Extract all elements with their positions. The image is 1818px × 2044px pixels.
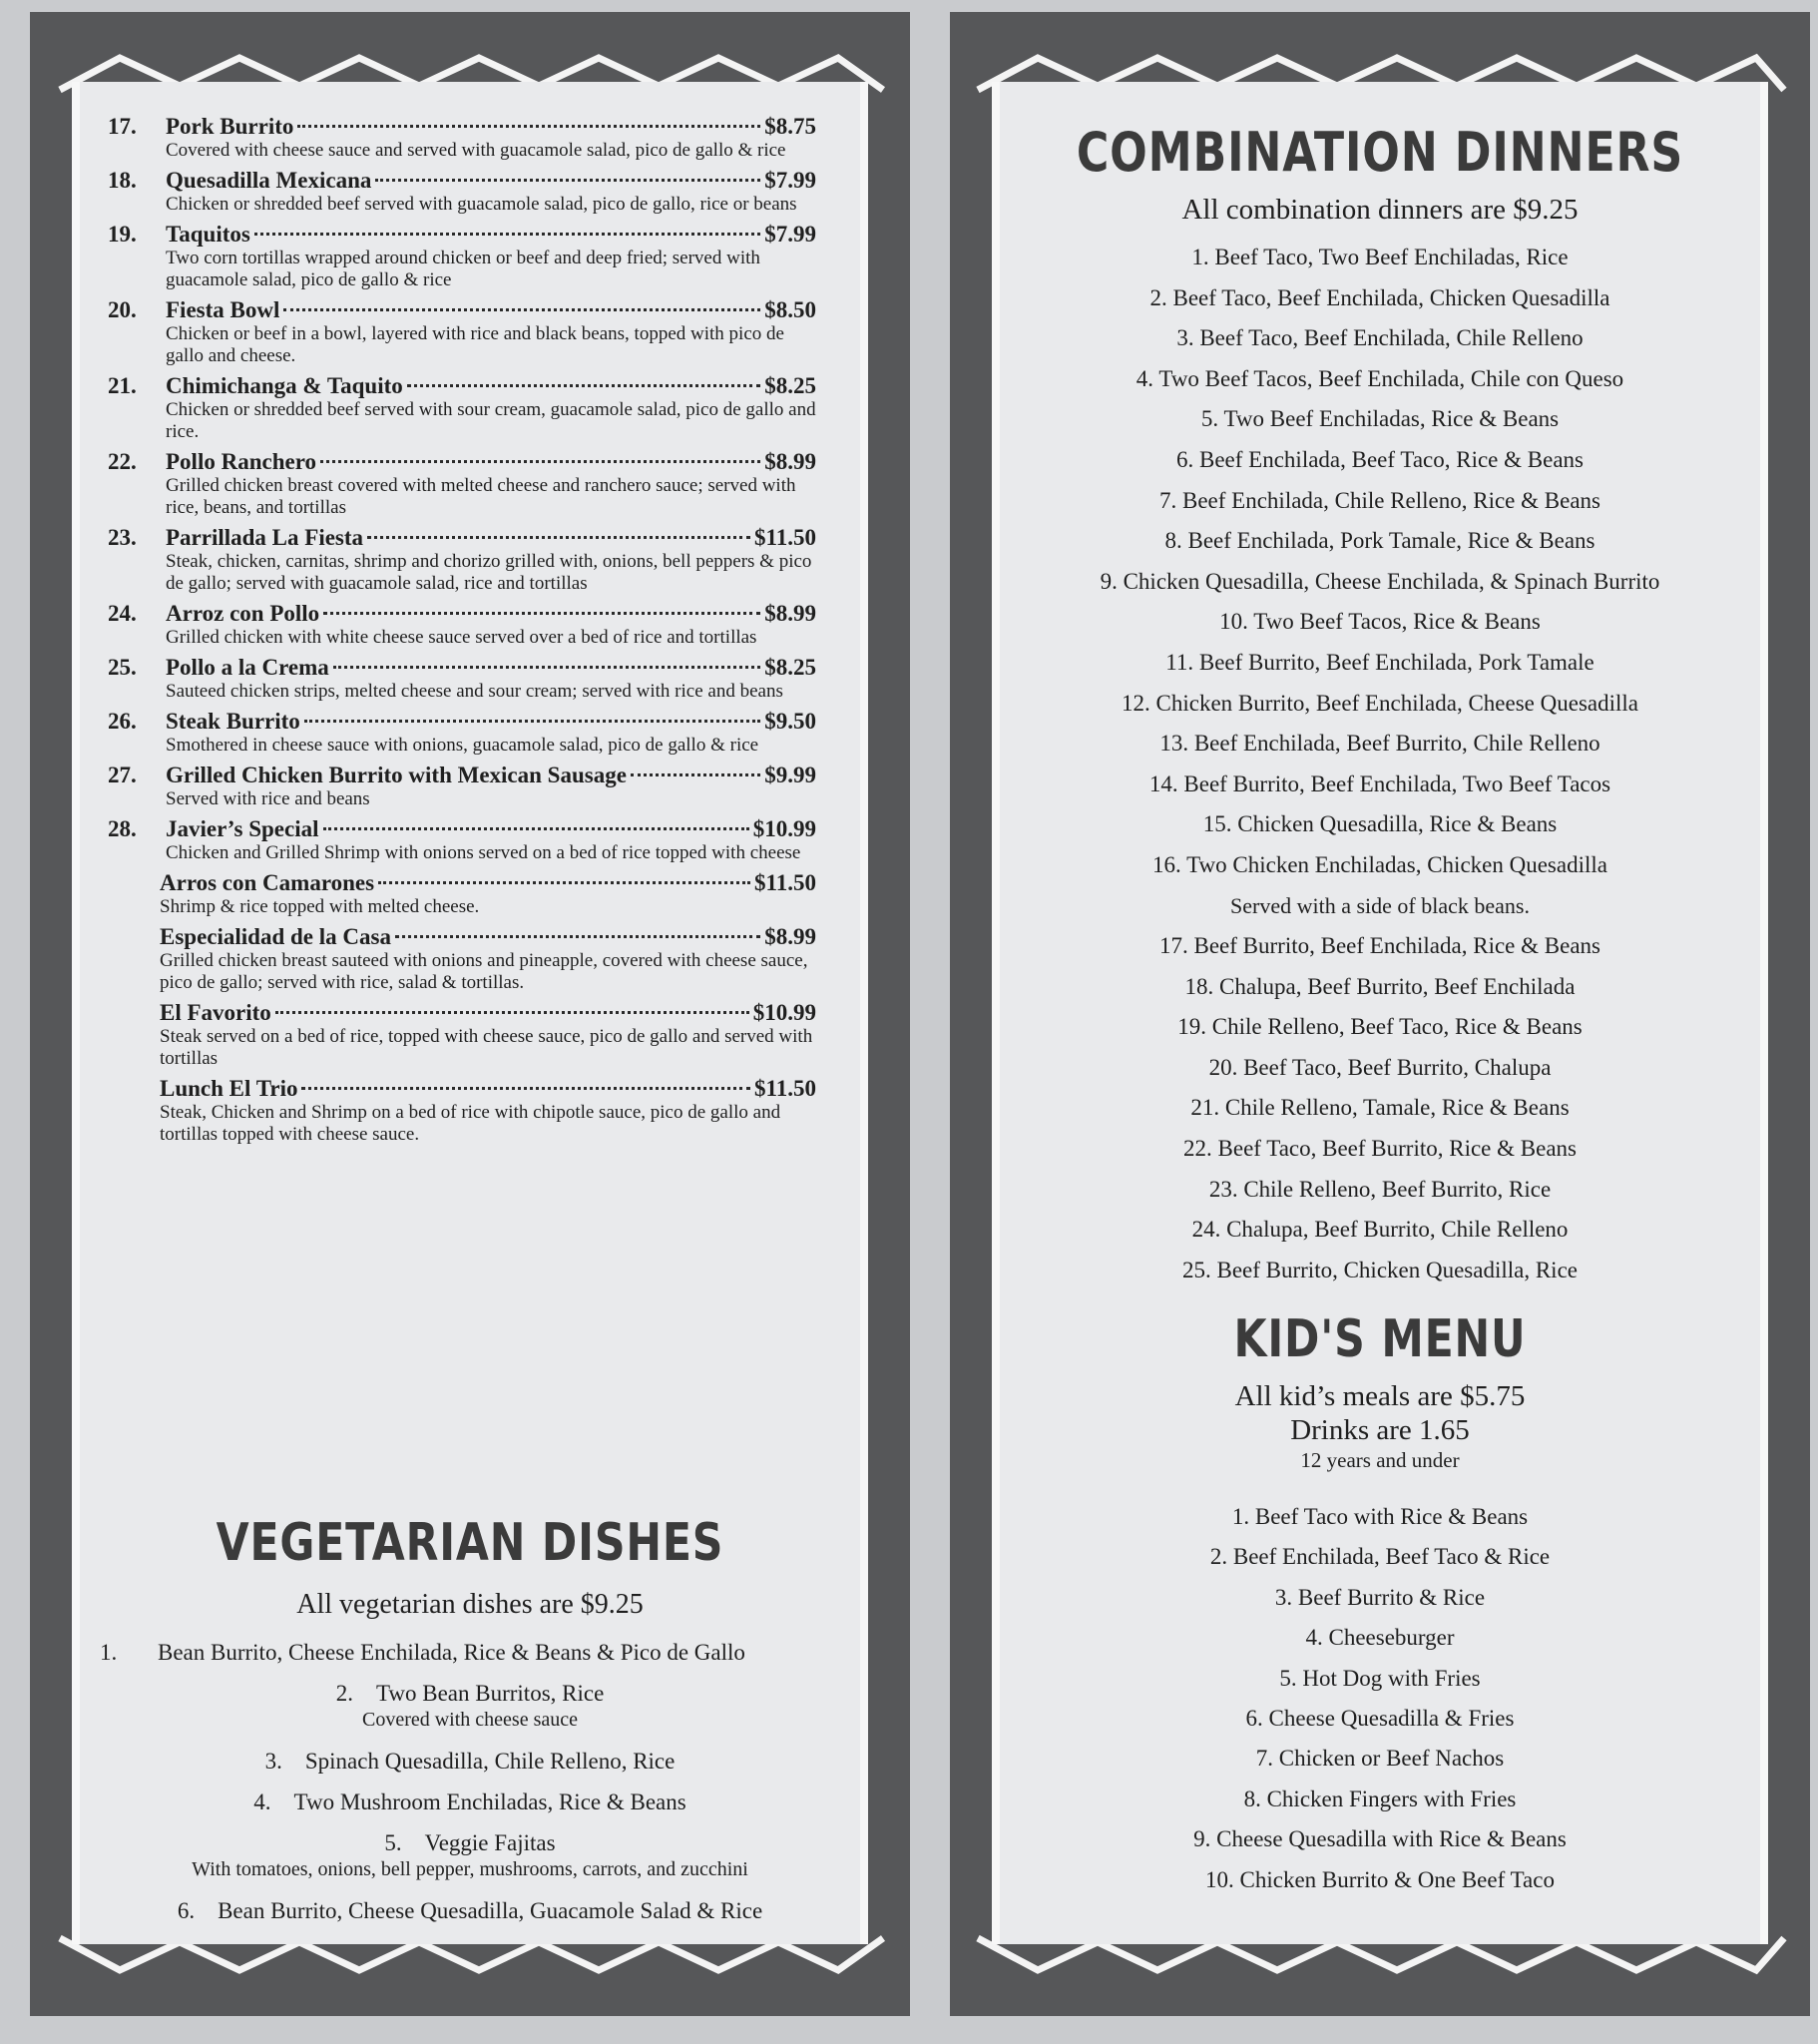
item-description: Chicken and Grilled Shrimp with onions served on a bed of rice topped with cheese — [166, 842, 801, 863]
menu-item — [108, 1076, 816, 1146]
menu-item — [108, 1000, 816, 1070]
menu-item — [108, 373, 816, 443]
entree-list — [108, 114, 816, 1152]
item-price: $9.99 — [764, 763, 816, 787]
item-number: 28. — [108, 816, 137, 841]
dot-leader — [631, 773, 760, 776]
combination-item: 23. Chile Relleno, Beef Burrito, Rice — [1208, 1176, 1552, 1202]
kids-item: 5. Hot Dog with Fries — [1279, 1665, 1481, 1691]
dot-leader — [367, 536, 750, 539]
kids-item: 4. Cheeseburger — [1305, 1625, 1455, 1651]
combination-item: 25. Beef Burrito, Chicken Quesadilla, Rice — [1181, 1257, 1578, 1282]
item-text: Bean Burrito, Cheese Quesadilla, Guacamole Salad & Rice — [218, 1898, 763, 1923]
item-text: Bean Burrito, Cheese Enchilada, Rice & Beans & Pico de Gallo — [158, 1640, 745, 1665]
vegetarian-item — [100, 1897, 840, 1924]
kids-meal-price: All kid’s meals are $5.75 — [1234, 1380, 1526, 1412]
item-text: Spinach Quesadilla, Chile Relleno, Rice — [304, 1749, 676, 1774]
item-number: 5. — [384, 1830, 402, 1855]
item-subtext: With tomatoes, onions, bell pepper, mushrooms, carrots, and zucchini — [192, 1858, 748, 1880]
menu-item — [108, 222, 816, 291]
item-number: 6. — [177, 1898, 196, 1923]
item-description: Covered with cheese sauce and served with guacamole salad, pico de gallo & rice — [166, 140, 786, 161]
kids-drink-price: Drinks are 1.65 — [1290, 1414, 1470, 1446]
combination-item: 9. Chicken Quesadilla, Cheese Enchilada, & Spinach Burrito — [1100, 568, 1660, 594]
dot-leader — [304, 720, 760, 723]
item-number: 2. — [335, 1681, 353, 1706]
menu-item — [108, 525, 816, 595]
item-number: 23. — [108, 525, 137, 550]
vegetarian-item — [100, 1680, 840, 1734]
item-description: Grilled chicken breast covered with melted cheese and ranchero sauce; served with rice, beans, and tortillas — [166, 475, 796, 518]
kids-item: 10. Chicken Burrito & One Beef Taco — [1205, 1866, 1555, 1892]
kids-list — [1000, 1497, 1760, 1900]
dot-leader — [320, 460, 760, 463]
item-description: Shrimp & rice topped with melted cheese. — [160, 896, 480, 917]
item-number: 27. — [108, 763, 137, 787]
vegetarian-section-title: VEGETARIAN DISHES — [216, 1513, 724, 1573]
menu-item — [108, 709, 816, 757]
menu-item — [108, 114, 816, 162]
item-number: 25. — [108, 655, 137, 680]
item-name: Especialidad de la Casa — [160, 924, 391, 949]
item-description: Sauteed chicken strips, melted cheese and sour cream; served with rice and beans — [166, 681, 783, 702]
item-price: $10.99 — [752, 1000, 816, 1025]
item-name: Parrillada La Fiesta — [166, 525, 364, 550]
item-name: Arroz con Pollo — [166, 601, 320, 626]
item-description: Chicken or beef in a bowl, layered with rice and black beans, topped with pico de gallo and cheese. — [166, 323, 784, 366]
kids-item: 6. Cheese Quesadilla & Fries — [1245, 1705, 1515, 1731]
combination-price-note: All combination dinners are $9.25 — [1181, 194, 1579, 226]
item-number: 18. — [108, 168, 137, 193]
vegetarian-item — [100, 1748, 840, 1775]
item-price: $11.50 — [754, 1076, 816, 1101]
item-price: $8.99 — [764, 601, 816, 626]
combination-item: 22. Beef Taco, Beef Burrito, Rice & Beans — [1183, 1136, 1577, 1162]
combination-item: 24. Chalupa, Beef Burrito, Chile Relleno — [1191, 1217, 1569, 1243]
menu-item — [108, 655, 816, 703]
right-menu-content — [992, 82, 1768, 1944]
kids-item: 7. Chicken or Beef Nachos — [1255, 1746, 1505, 1772]
dot-leader — [378, 881, 750, 884]
kids-item: 1. Beef Taco with Rice & Beans — [1231, 1504, 1529, 1529]
vegetarian-item — [100, 1788, 840, 1815]
item-number: 1. — [100, 1640, 118, 1665]
menu-item — [108, 870, 816, 918]
item-price: $8.99 — [764, 924, 816, 949]
dot-leader — [323, 612, 760, 615]
combination-item: 13. Beef Enchilada, Beef Burrito, Chile Relleno — [1159, 731, 1600, 757]
combination-section-title: COMBINATION DINNERS — [1076, 121, 1684, 184]
combination-item: 19. Chile Relleno, Beef Taco, Rice & Beans — [1177, 1014, 1583, 1040]
combination-side-note: Served with a side of black beans. — [1230, 892, 1530, 918]
combination-item: 20. Beef Taco, Beef Burrito, Chalupa — [1208, 1054, 1552, 1080]
vegetarian-list — [100, 1639, 840, 1938]
dot-leader — [333, 666, 761, 669]
item-price: $8.25 — [764, 655, 816, 680]
kids-price-notes — [1000, 1379, 1760, 1473]
item-description: Chicken or shredded beef served with guacamole salad, pico de gallo, rice or beans — [166, 194, 797, 215]
menu-item — [108, 449, 816, 519]
item-name: Pork Burrito — [166, 114, 294, 139]
dot-leader — [301, 1087, 750, 1090]
combination-item: 2. Beef Taco, Beef Enchilada, Chicken Quesadilla — [1149, 284, 1610, 310]
item-description: Steak served on a bed of rice, topped with cheese sauce, pico de gallo and served with tortillas — [160, 1026, 813, 1069]
item-number: 19. — [108, 222, 137, 247]
item-price: $10.99 — [752, 816, 816, 841]
item-description: Grilled chicken with white cheese sauce served over a bed of rice and tortillas — [166, 627, 757, 648]
item-text: Two Bean Burritos, Rice — [375, 1681, 605, 1706]
item-price: $9.50 — [764, 709, 816, 734]
kids-item: 9. Cheese Quesadilla with Rice & Beans — [1193, 1826, 1567, 1852]
dot-leader — [375, 179, 760, 182]
item-number: 21. — [108, 373, 137, 398]
item-number: 3. — [264, 1749, 282, 1774]
menu-item — [108, 601, 816, 649]
kids-item: 8. Chicken Fingers with Fries — [1243, 1786, 1517, 1811]
item-price: $11.50 — [754, 870, 816, 895]
item-name: Chimichanga & Taquito — [166, 373, 403, 398]
item-price: $7.99 — [764, 222, 816, 247]
kids-section-title: KID'S MENU — [1233, 1309, 1527, 1369]
dot-leader — [395, 935, 760, 938]
item-price: $8.75 — [764, 114, 816, 139]
dot-leader — [297, 125, 760, 128]
combination-item: 8. Beef Enchilada, Pork Tamale, Rice & Beans — [1164, 528, 1595, 554]
combination-item: 15. Chicken Quesadilla, Rice & Beans — [1202, 811, 1558, 837]
combination-item: 17. Beef Burrito, Beef Enchilada, Rice & Beans — [1159, 933, 1600, 959]
item-number: 4. — [253, 1789, 271, 1814]
item-number: 17. — [108, 114, 137, 139]
combination-item: 16. Two Chicken Enchiladas, Chicken Quesadilla — [1152, 851, 1607, 877]
dot-leader — [323, 827, 749, 830]
combination-item: 4. Two Beef Tacos, Beef Enchilada, Chile con Queso — [1136, 365, 1624, 391]
combination-item: 18. Chalupa, Beef Burrito, Beef Enchilada — [1184, 973, 1576, 999]
combination-item: 10. Two Beef Tacos, Rice & Beans — [1219, 609, 1541, 635]
vegetarian-item — [100, 1829, 840, 1883]
vegetarian-price-note: All vegetarian dishes are $9.25 — [296, 1589, 644, 1620]
item-number: 22. — [108, 449, 137, 474]
combination-item: 6. Beef Enchilada, Beef Taco, Rice & Beans — [1176, 446, 1584, 472]
item-name: Steak Burrito — [166, 709, 300, 734]
vegetarian-item — [100, 1639, 840, 1666]
item-name: Pollo Ranchero — [166, 449, 316, 474]
combination-item: 1. Beef Taco, Two Beef Enchiladas, Rice — [1191, 245, 1569, 269]
menu-item — [108, 924, 816, 994]
item-price: $8.50 — [764, 297, 816, 322]
dot-leader — [275, 1011, 749, 1014]
combination-item: 21. Chile Relleno, Tamale, Rice & Beans — [1190, 1095, 1570, 1121]
dot-leader — [283, 308, 760, 311]
kids-age-note: 12 years and under — [1300, 1448, 1460, 1472]
combination-item: 11. Beef Burrito, Beef Enchilada, Pork Tamale — [1165, 649, 1594, 675]
item-number: 24. — [108, 601, 137, 626]
left-menu-page — [30, 12, 910, 2016]
item-text: Two Mushroom Enchiladas, Rice & Beans — [293, 1789, 686, 1814]
menu-item — [108, 168, 816, 216]
kids-item: 2. Beef Enchilada, Beef Taco & Rice — [1209, 1544, 1551, 1570]
item-text: Veggie Fajitas — [424, 1830, 556, 1855]
item-description: Served with rice and beans — [166, 788, 370, 809]
dot-leader — [254, 233, 760, 236]
item-price: $8.99 — [764, 449, 816, 474]
combination-item: 7. Beef Enchilada, Chile Relleno, Rice & Beans — [1159, 487, 1600, 513]
item-name: Pollo a la Crema — [166, 655, 329, 680]
item-subtext: Covered with cheese sauce — [361, 1709, 578, 1731]
item-description: Steak, Chicken and Shrimp on a bed of rice with chipotle sauce, pico de gallo and tortillas topped with cheese sauce. — [160, 1102, 781, 1145]
item-price: $8.25 — [764, 373, 816, 398]
combination-list — [1000, 238, 1760, 1290]
item-price: $7.99 — [764, 168, 816, 193]
item-name: Arros con Camarones — [160, 870, 375, 895]
item-price: $11.50 — [754, 525, 816, 550]
combination-item: 12. Chicken Burrito, Beef Enchilada, Cheese Quesadilla — [1122, 690, 1638, 716]
item-name: Lunch El Trio — [160, 1076, 298, 1101]
item-description: Smothered in cheese sauce with onions, guacamole salad, pico de gallo & rice — [166, 735, 759, 756]
right-menu-page — [950, 12, 1810, 2016]
item-number: 26. — [108, 709, 137, 734]
menu-item — [108, 816, 816, 864]
combination-item: 3. Beef Taco, Beef Enchilada, Chile Relleno — [1176, 325, 1584, 351]
item-description: Steak, chicken, carnitas, shrimp and chorizo grilled with, onions, bell peppers & pico de gallo; served with guacamole salad, rice and tortillas — [166, 551, 812, 594]
combination-item: 14. Beef Burrito, Beef Enchilada, Two Beef Tacos — [1148, 770, 1611, 796]
dot-leader — [407, 384, 761, 387]
item-description: Two corn tortillas wrapped around chicken or beef and deep fried; served with guacamole salad, pico de gallo & rice — [166, 248, 760, 290]
left-menu-content — [72, 82, 868, 1944]
kids-item: 3. Beef Burrito & Rice — [1274, 1584, 1486, 1610]
item-name: El Favorito — [160, 1000, 271, 1025]
item-name: Javier’s Special — [166, 816, 319, 841]
item-description: Grilled chicken breast sauteed with onions and pineapple, covered with cheese sauce, pico de gallo; served with rice, salad & tortillas. — [160, 950, 808, 993]
menu-item — [108, 763, 816, 810]
item-name: Taquitos — [166, 222, 250, 247]
combination-item: 5. Two Beef Enchiladas, Rice & Beans — [1200, 406, 1560, 432]
item-name: Quesadilla Mexicana — [166, 168, 372, 193]
menu-item — [108, 297, 816, 367]
item-number: 20. — [108, 297, 137, 322]
item-description: Chicken or shredded beef served with sour cream, guacamole salad, pico de gallo and rice. — [166, 399, 816, 442]
item-name: Grilled Chicken Burrito with Mexican Sausage — [166, 763, 627, 787]
item-name: Fiesta Bowl — [166, 297, 280, 322]
